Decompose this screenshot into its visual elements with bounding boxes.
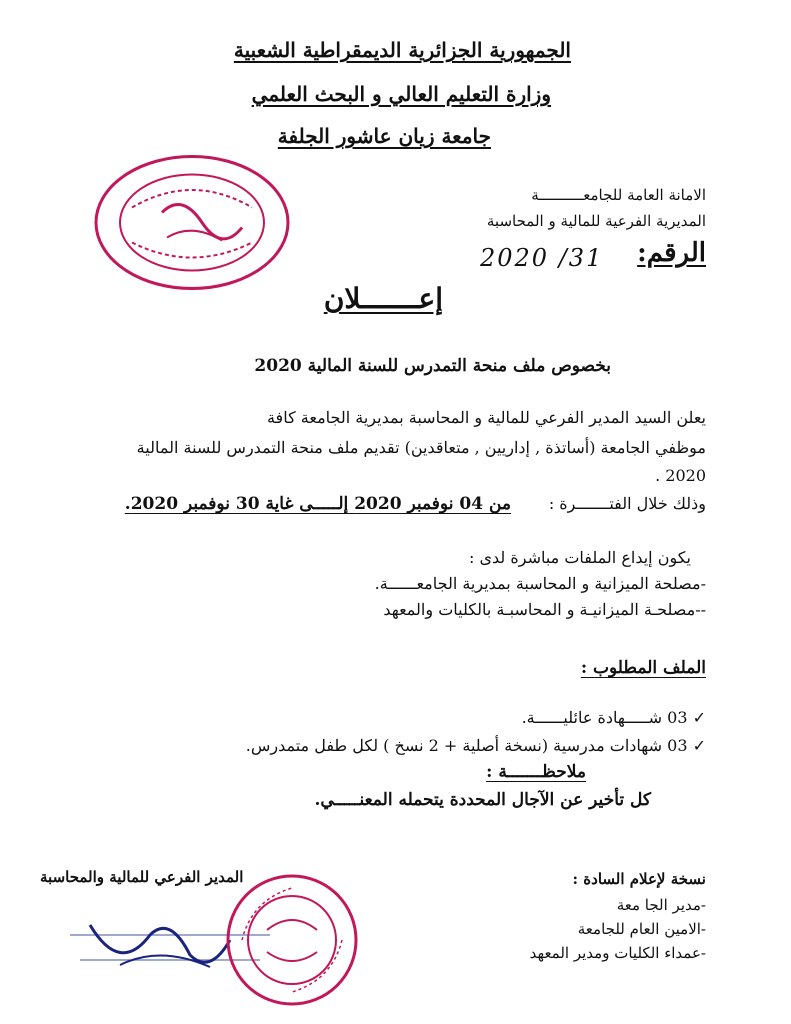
body-line-2: موظفي الجامعة (أساتذة , إداريين , متعاقدين) تقديم ملف منحة التمدرس للسنة المالية <box>136 438 706 457</box>
subject-line: بخصوص ملف منحة التمدرس للسنة المالية 2020 <box>254 356 611 376</box>
required-item-1 <box>522 708 706 727</box>
header-university: جامعة زيان عاشور الجلفة <box>277 124 491 148</box>
copies-item-2: -الامين العام للجامعة <box>577 920 706 938</box>
deposit-item-1: -مصلحة الميزانية و المحاسبة بمديرية الجامعــــــة. <box>374 574 706 593</box>
copies-item-3: -عمداء الكليات ومدير المعهد <box>529 944 706 962</box>
check-icon: ✓ <box>687 736 706 755</box>
page-title: إعـــــــلان <box>323 282 443 315</box>
required-heading: الملف المطلوب : <box>580 658 706 678</box>
body-line-1: يعلن السيد المدير الفرعي للمالية و المحاسبة بمديرية الجامعة كافة <box>266 408 706 427</box>
deposit-item-2: --مصلحـة الميزانيـة و المحاسبـة بالكليات والمعهد <box>383 600 706 619</box>
note-text: كل تأخير عن الآجال المحددة يتحمله المعنـــــي. <box>314 790 651 810</box>
copies-heading: نسخة لإعلام السادة : <box>572 870 706 888</box>
reference-label: الرقم: <box>637 238 706 268</box>
note-heading: ملاحظـــــــة : <box>486 762 586 782</box>
required-item-2-text: 03 شهادات مدرسية (نسخة أصلية + 2 نسخ ) لكل طفل متمدرس. <box>245 736 688 755</box>
admin-secretariat: الامانة العامة للجامعــــــــــة <box>531 186 706 204</box>
deposit-intro: يكون إيداع الملفات مباشرة لدى : <box>469 548 691 567</box>
body-line-3: 2020 . <box>655 466 706 485</box>
signatory-title: المدير الفرعي للمالية والمحاسبة <box>40 868 244 886</box>
administration-stamp-icon <box>222 870 362 1010</box>
header-republic: الجمهورية الجزائرية الديمقراطية الشعبية <box>233 38 571 62</box>
period-value: من 04 نوفمبر 2020 إلـــــى غاية 30 نوفمبر 2020. <box>124 494 511 514</box>
copies-item-1: -مدير الجا معة <box>616 896 706 914</box>
check-icon: ✓ <box>687 708 706 727</box>
required-item-2 <box>246 736 706 755</box>
reference-value: 2020 /31 <box>480 244 604 272</box>
required-item-1-text: 03 شـــــهادة عائليــــــة. <box>521 708 688 727</box>
admin-subdirectorate: المديرية الفرعية للمالية و المحاسبة <box>486 212 706 230</box>
period-label: وذلك خلال الفتـــــــرة : <box>548 494 706 513</box>
header-ministry: وزارة التعليم العالي و البحث العلمي <box>251 82 551 106</box>
university-stamp-icon <box>92 150 292 295</box>
